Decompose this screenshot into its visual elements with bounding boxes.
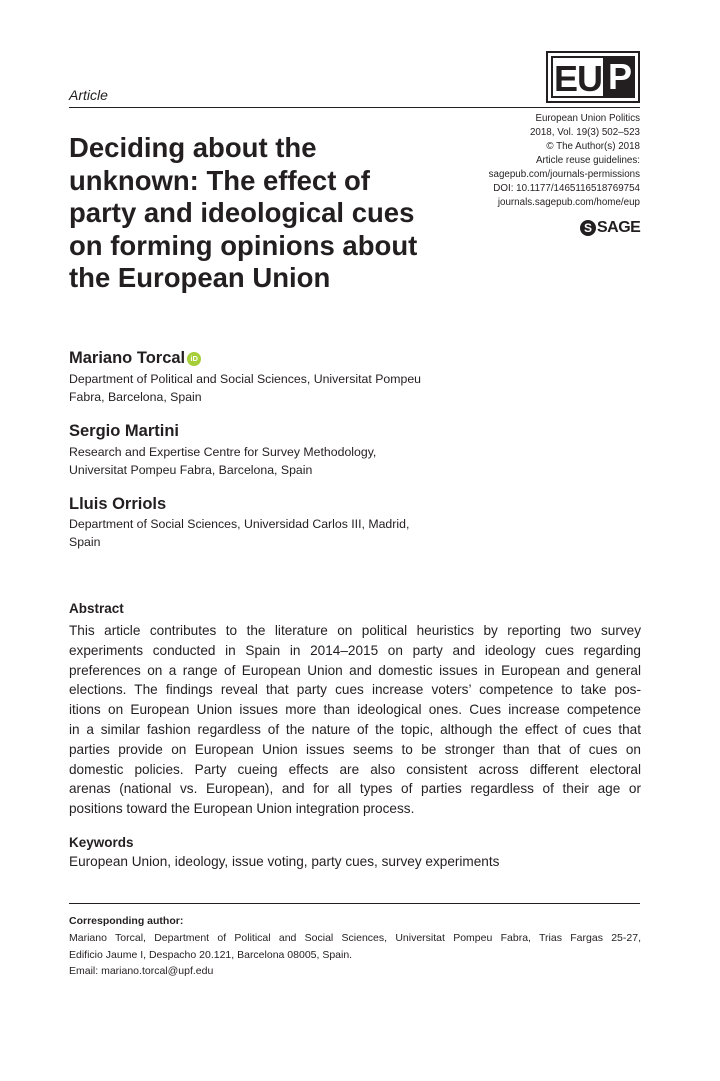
author-name-2: Sergio Martini <box>69 422 180 440</box>
doi-link[interactable]: DOI: 10.1177/1465116518769754 <box>493 183 640 194</box>
corresponding-author-heading: Corresponding author: <box>69 915 184 927</box>
author-affiliation-2 <box>69 444 489 479</box>
journal-home-link[interactable]: journals.sagepub.com/home/eup <box>497 197 640 208</box>
abstract-line: preferences on a range of European Union and domestic issues in European and general <box>69 662 641 678</box>
keywords-heading: Keywords <box>69 835 134 850</box>
abstract-line: elections. The findings reveal that party cues increase voters’ competence to take pos- <box>69 682 641 698</box>
reuse-link[interactable]: sagepub.com/journals-permissions <box>488 169 640 180</box>
abstract-line: experiments conducted in Spain in 2014–2015 on party and ideology cues regarding <box>69 642 641 658</box>
author-affiliation-3 <box>69 516 489 551</box>
copyright-notice: © The Author(s) 2018 <box>546 141 640 152</box>
footnote-divider <box>69 903 640 904</box>
keywords-text: European Union, ideology, issue voting, party cues, survey experiments <box>69 854 500 869</box>
sage-circle-icon: S <box>580 220 596 236</box>
publisher-name: SAGE <box>597 219 641 236</box>
reuse-label: Article reuse guidelines: <box>535 155 640 166</box>
header-divider <box>69 107 640 108</box>
title-line: unknown: The effect of <box>69 164 370 196</box>
corresponding-author-details <box>69 930 641 980</box>
journal-logo <box>546 51 640 103</box>
affiliation-line: Department of Social Sciences, Universidad Carlos III, Madrid, <box>69 517 410 531</box>
orcid-icon[interactable]: iD <box>187 352 201 366</box>
title-line: on forming opinions about <box>69 229 418 261</box>
abstract-line: domestic policies. Party cueing effects are also consistent across different electoral <box>69 761 641 777</box>
abstract-heading: Abstract <box>69 601 124 616</box>
affiliation-line: Research and Expertise Centre for Survey Methodology, <box>69 445 377 459</box>
affiliation-line: Department of Political and Social Sciences, Universitat Pompeu <box>69 372 421 386</box>
abstract-line: arenas (national vs. European), and for all types of parties regardless of their age or <box>69 781 641 797</box>
publisher-logo <box>580 218 642 238</box>
abstract-line: itions on European Union issues more than ideological ones. Cues increase competence <box>69 702 641 718</box>
affiliation-line: Universitat Pompeu Fabra, Barcelona, Spain <box>69 462 313 477</box>
abstract-line: This article contributes to the literature on political heuristics by reporting two survey <box>69 623 641 638</box>
author-name-1 <box>69 348 201 368</box>
corresponding-email[interactable]: Email: mariano.torcal@upf.edu <box>69 965 214 977</box>
corresponding-line: Mariano Torcal, Department of Political and Social Sciences, Universitat Pompeu Fabra, Trias Fargas 25-27, <box>69 932 641 944</box>
author-name-3: Lluis Orriols <box>69 495 167 513</box>
journal-name: European Union Politics <box>535 113 640 124</box>
author-name-text: Mariano Torcal <box>69 349 186 367</box>
title-line: Deciding about the <box>69 132 317 163</box>
abstract-line: positions toward the European Union integration process. <box>69 801 415 817</box>
abstract-line: in a similar fashion regardless of the nature of the topic, although the effect of cues that <box>69 721 641 737</box>
abstract-body <box>69 621 641 819</box>
affiliation-line: Spain <box>69 534 101 549</box>
article-title <box>69 132 469 295</box>
affiliation-line: Fabra, Barcelona, Spain <box>69 389 202 404</box>
logo-p-text: P <box>605 56 635 98</box>
title-line: the European Union <box>69 262 331 293</box>
volume-info: 2018, Vol. 19(3) 502–523 <box>529 127 640 138</box>
abstract-line: parties provide on European Union issues seems to be stronger than that of cues on <box>69 741 641 757</box>
article-type-label: Article <box>69 87 108 103</box>
logo-eu-text: EU <box>551 56 605 98</box>
author-affiliation-1 <box>69 371 489 406</box>
corresponding-line: Edificio Jaume I, Despacho 20.121, Barcelona 08005, Spain. <box>69 948 353 961</box>
title-line: party and ideological cues <box>69 197 415 228</box>
